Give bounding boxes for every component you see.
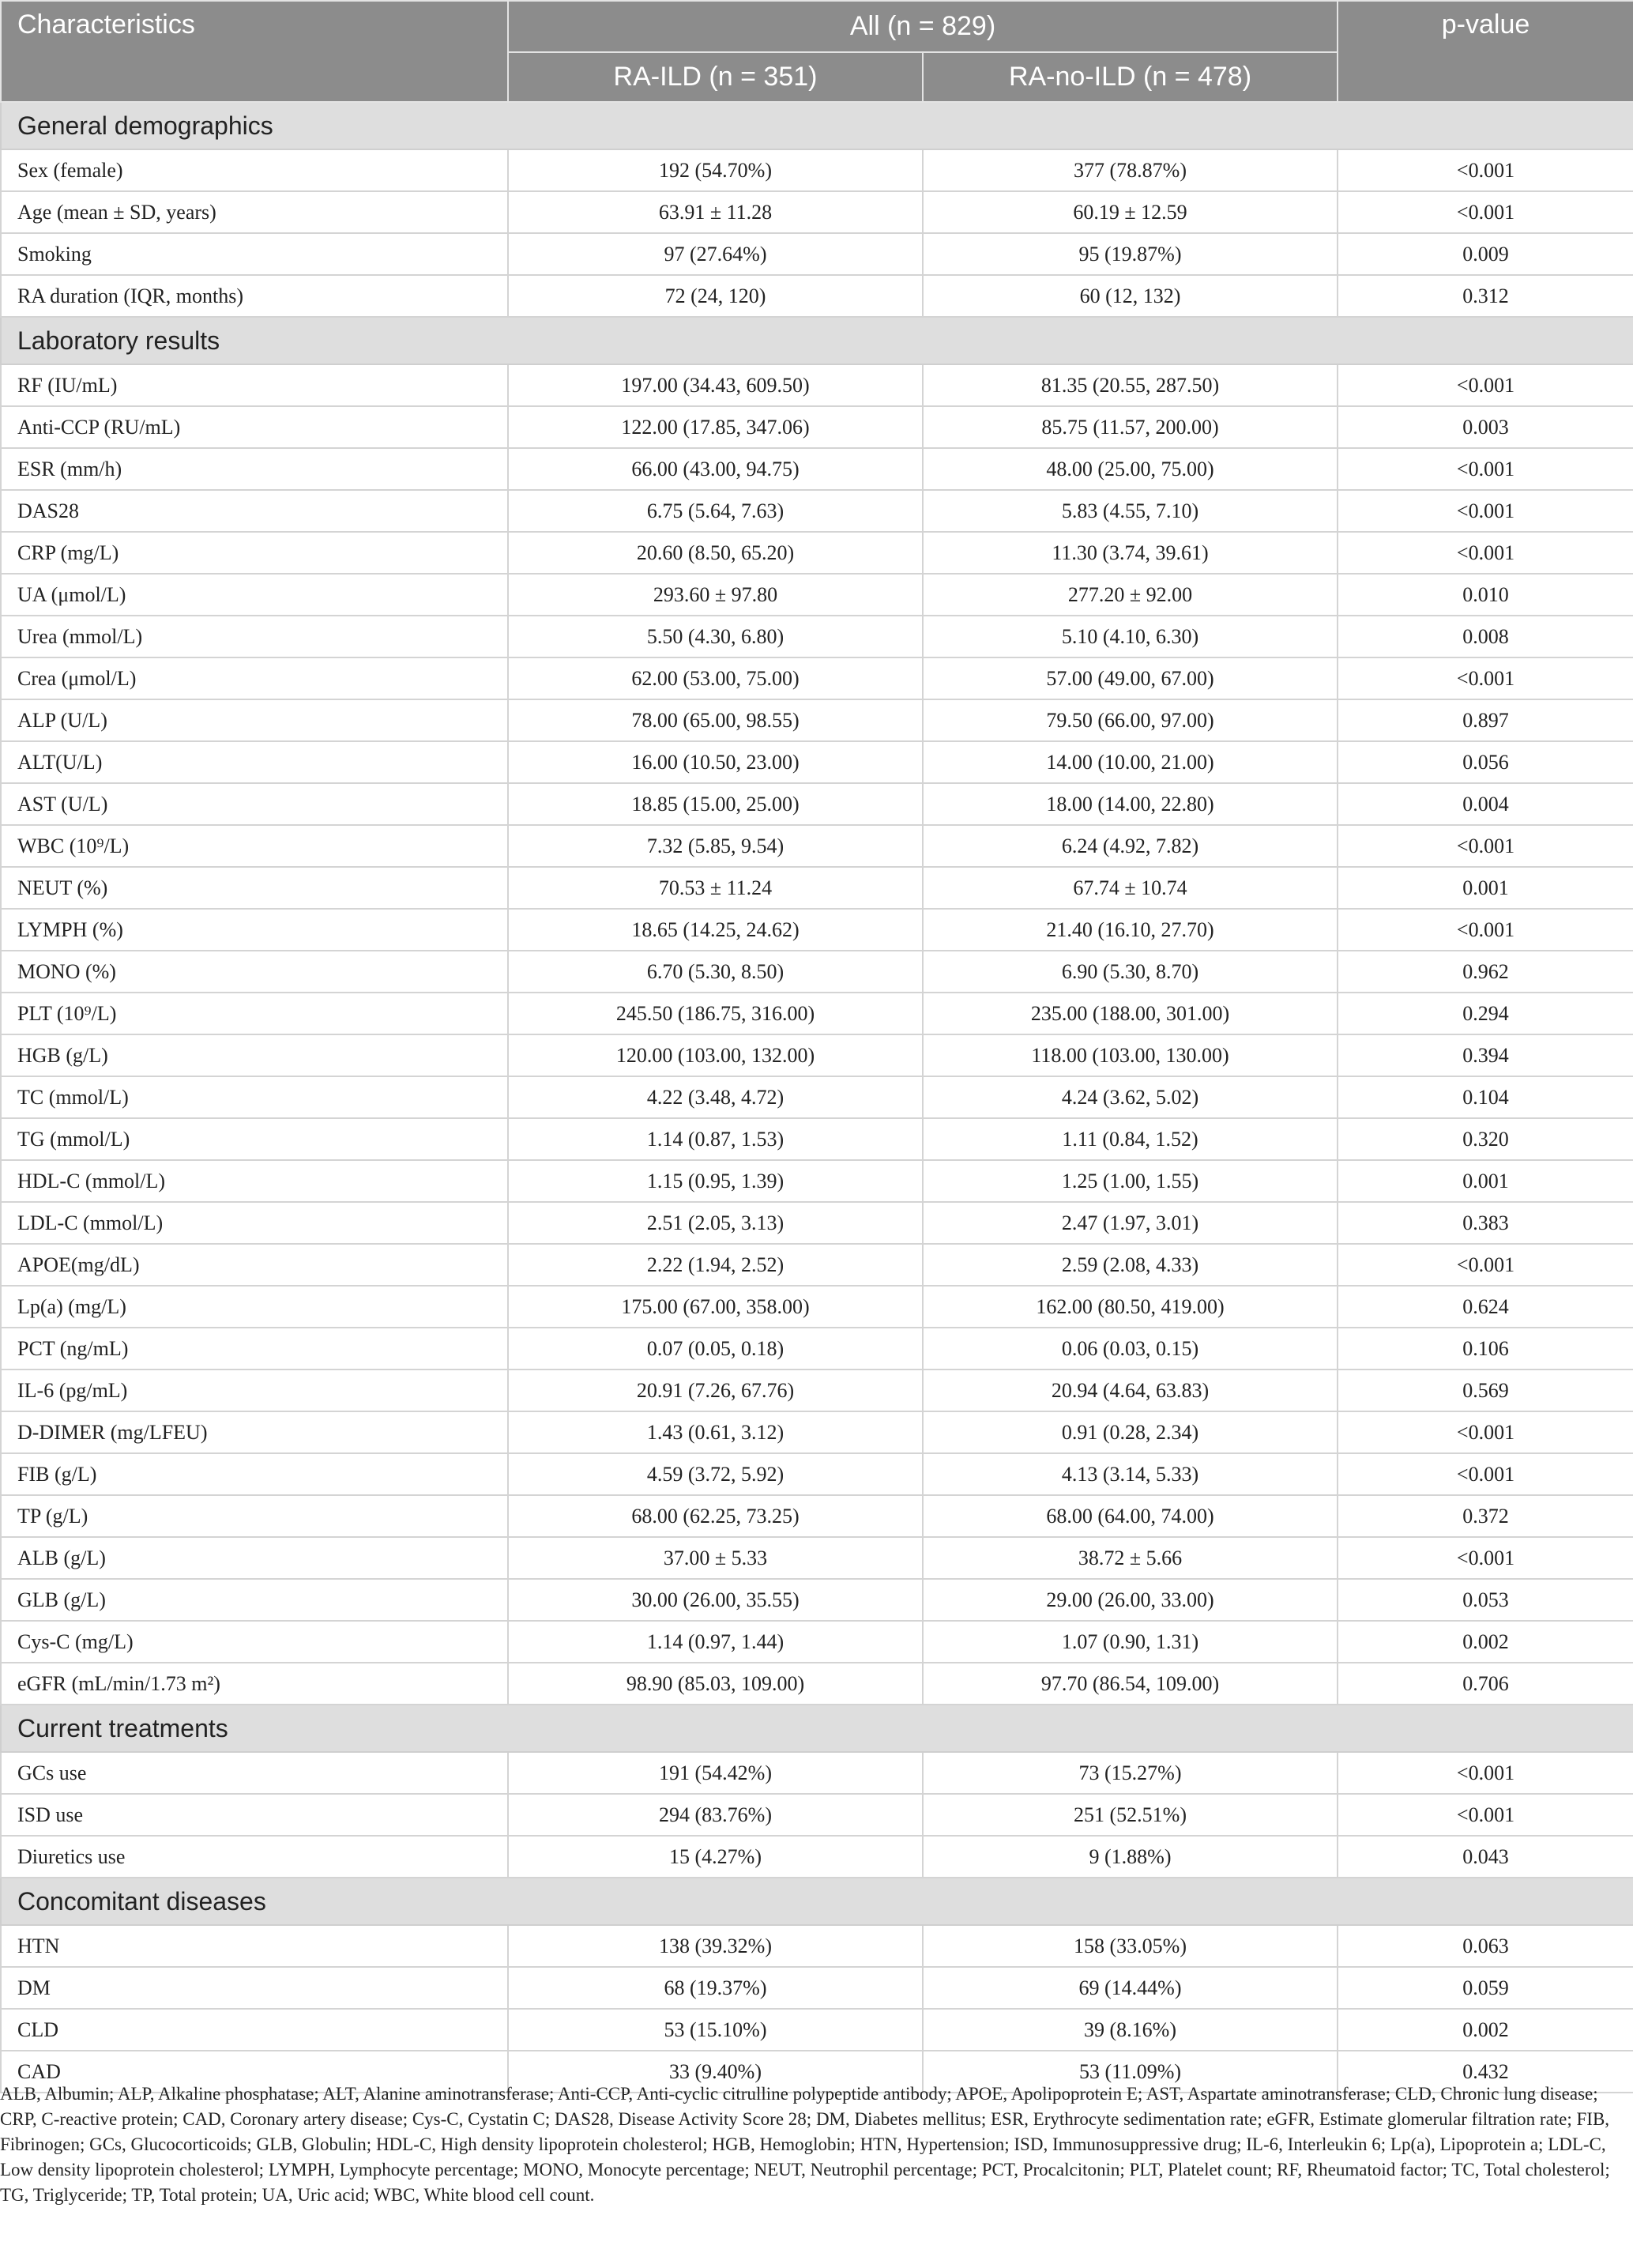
ra-ild-value: 294 (83.76%) — [508, 1794, 923, 1836]
table-row — [1, 406, 1633, 448]
section-header-row — [1, 1705, 1633, 1752]
table-row — [1, 1752, 1633, 1794]
ra-ild-value: 138 (39.32%) — [508, 1925, 923, 1967]
ra-ild-value: 15 (4.27%) — [508, 1836, 923, 1878]
ra-no-ild-value: 1.07 (0.90, 1.31) — [923, 1621, 1338, 1663]
row-label: FIB (g/L) — [1, 1453, 508, 1495]
table-row — [1, 1453, 1633, 1495]
ra-no-ild-value: 5.10 (4.10, 6.30) — [923, 616, 1338, 657]
ra-no-ild-value: 20.94 (4.64, 63.83) — [923, 1369, 1338, 1411]
table-row — [1, 993, 1633, 1034]
ra-ild-value: 192 (54.70%) — [508, 149, 923, 191]
ra-no-ild-value: 97.70 (86.54, 109.00) — [923, 1663, 1338, 1705]
table-row — [1, 490, 1633, 532]
table-row — [1, 2009, 1633, 2051]
ra-ild-value: 120.00 (103.00, 132.00) — [508, 1034, 923, 1076]
ra-no-ild-value: 5.83 (4.55, 7.10) — [923, 490, 1338, 532]
table-row — [1, 1034, 1633, 1076]
ra-no-ild-value: 60 (12, 132) — [923, 275, 1338, 317]
ra-no-ild-value: 14.00 (10.00, 21.00) — [923, 741, 1338, 783]
row-label: HTN — [1, 1925, 508, 1967]
ra-no-ild-value: 29.00 (26.00, 33.00) — [923, 1579, 1338, 1621]
p-value: <0.001 — [1338, 149, 1633, 191]
p-value: 0.002 — [1338, 1621, 1633, 1663]
ra-ild-value: 18.85 (15.00, 25.00) — [508, 783, 923, 825]
ra-no-ild-value: 277.20 ± 92.00 — [923, 574, 1338, 616]
p-value: 0.706 — [1338, 1663, 1633, 1705]
row-label: NEUT (%) — [1, 867, 508, 909]
ra-no-ild-value: 95 (19.87%) — [923, 233, 1338, 275]
p-value: 0.569 — [1338, 1369, 1633, 1411]
table-row — [1, 364, 1633, 406]
ra-ild-value: 293.60 ± 97.80 — [508, 574, 923, 616]
row-label: PCT (ng/mL) — [1, 1328, 508, 1369]
p-value: 0.004 — [1338, 783, 1633, 825]
p-value: <0.001 — [1338, 364, 1633, 406]
row-label: RA duration (IQR, months) — [1, 275, 508, 317]
row-label: ALT(U/L) — [1, 741, 508, 783]
ra-ild-value: 7.32 (5.85, 9.54) — [508, 825, 923, 867]
table-header — [1, 1, 1633, 102]
p-value: <0.001 — [1338, 909, 1633, 951]
table-row — [1, 1794, 1633, 1836]
table-row — [1, 1160, 1633, 1202]
ra-ild-value: 18.65 (14.25, 24.62) — [508, 909, 923, 951]
ra-ild-value: 2.51 (2.05, 3.13) — [508, 1202, 923, 1244]
table-row — [1, 1118, 1633, 1160]
ra-no-ild-value: 235.00 (188.00, 301.00) — [923, 993, 1338, 1034]
p-value: 0.043 — [1338, 1836, 1633, 1878]
row-label: UA (μmol/L) — [1, 574, 508, 616]
table-row — [1, 1836, 1633, 1878]
table-body — [1, 102, 1633, 2093]
row-label: Lp(a) (mg/L) — [1, 1286, 508, 1328]
ra-no-ild-value: 18.00 (14.00, 22.80) — [923, 783, 1338, 825]
table-row — [1, 1286, 1633, 1328]
row-label: MONO (%) — [1, 951, 508, 993]
row-label: IL-6 (pg/mL) — [1, 1369, 508, 1411]
ra-no-ild-value: 68.00 (64.00, 74.00) — [923, 1495, 1338, 1537]
row-label: Smoking — [1, 233, 508, 275]
row-label: LDL-C (mmol/L) — [1, 1202, 508, 1244]
ra-no-ild-value: 69 (14.44%) — [923, 1967, 1338, 2009]
p-value: <0.001 — [1338, 825, 1633, 867]
ra-no-ild-value: 67.74 ± 10.74 — [923, 867, 1338, 909]
table-row — [1, 233, 1633, 275]
ra-ild-value: 20.60 (8.50, 65.20) — [508, 532, 923, 574]
p-value: <0.001 — [1338, 532, 1633, 574]
ra-ild-value: 20.91 (7.26, 67.76) — [508, 1369, 923, 1411]
ra-no-ild-value: 11.30 (3.74, 39.61) — [923, 532, 1338, 574]
ra-ild-value: 53 (15.10%) — [508, 2009, 923, 2051]
table-row — [1, 1967, 1633, 2009]
row-label: GCs use — [1, 1752, 508, 1794]
row-label: TC (mmol/L) — [1, 1076, 508, 1118]
ra-ild-value: 245.50 (186.75, 316.00) — [508, 993, 923, 1034]
ra-no-ild-value: 38.72 ± 5.66 — [923, 1537, 1338, 1579]
ra-ild-value: 4.59 (3.72, 5.92) — [508, 1453, 923, 1495]
ra-ild-value: 175.00 (67.00, 358.00) — [508, 1286, 923, 1328]
p-value: 0.962 — [1338, 951, 1633, 993]
table-row — [1, 1244, 1633, 1286]
table-row — [1, 532, 1633, 574]
ra-no-ild-value: 60.19 ± 12.59 — [923, 191, 1338, 233]
p-value: <0.001 — [1338, 191, 1633, 233]
table-row — [1, 867, 1633, 909]
row-label: ESR (mm/h) — [1, 448, 508, 490]
header-characteristics: Characteristics — [1, 1, 508, 102]
row-label: CLD — [1, 2009, 508, 2051]
table-row — [1, 574, 1633, 616]
section-title: Concomitant diseases — [1, 1878, 1633, 1925]
ra-no-ild-value: 57.00 (49.00, 67.00) — [923, 657, 1338, 699]
p-value: 0.009 — [1338, 233, 1633, 275]
p-value: <0.001 — [1338, 1537, 1633, 1579]
row-label: Anti-CCP (RU/mL) — [1, 406, 508, 448]
ra-no-ild-value: 251 (52.51%) — [923, 1794, 1338, 1836]
p-value: <0.001 — [1338, 1411, 1633, 1453]
ra-no-ild-value: 2.59 (2.08, 4.33) — [923, 1244, 1338, 1286]
row-label: ALB (g/L) — [1, 1537, 508, 1579]
row-label: CRP (mg/L) — [1, 532, 508, 574]
table-row — [1, 909, 1633, 951]
ra-ild-value: 68 (19.37%) — [508, 1967, 923, 2009]
ra-no-ild-value: 6.90 (5.30, 8.70) — [923, 951, 1338, 993]
ra-no-ild-value: 4.24 (3.62, 5.02) — [923, 1076, 1338, 1118]
table-row — [1, 657, 1633, 699]
p-value: 0.056 — [1338, 741, 1633, 783]
ra-no-ild-value: 0.06 (0.03, 0.15) — [923, 1328, 1338, 1369]
row-label: APOE(mg/dL) — [1, 1244, 508, 1286]
table-row — [1, 741, 1633, 783]
ra-no-ild-value: 158 (33.05%) — [923, 1925, 1338, 1967]
ra-no-ild-value: 377 (78.87%) — [923, 149, 1338, 191]
section-header-row — [1, 317, 1633, 364]
table-row — [1, 1369, 1633, 1411]
p-value: <0.001 — [1338, 1453, 1633, 1495]
ra-ild-value: 33 (9.40%) — [508, 2051, 923, 2093]
ra-ild-value: 122.00 (17.85, 347.06) — [508, 406, 923, 448]
ra-no-ild-value: 0.91 (0.28, 2.34) — [923, 1411, 1338, 1453]
ra-no-ild-value: 2.47 (1.97, 3.01) — [923, 1202, 1338, 1244]
row-label: TG (mmol/L) — [1, 1118, 508, 1160]
p-value: <0.001 — [1338, 1752, 1633, 1794]
table-row — [1, 1076, 1633, 1118]
ra-no-ild-value: 48.00 (25.00, 75.00) — [923, 448, 1338, 490]
p-value: <0.001 — [1338, 1794, 1633, 1836]
table-footnote: ALB, Albumin; ALP, Alkaline phosphatase; ALT, Alanine aminotransferase; Anti-CCP, Anti-cyclic citrulline polypeptide antibody; APOE, Apolipoprotein E; AST, Aspartate aminotransferase; CLD, Chronic lung disease; CRP, C-reactive protein; CAD, Coronary artery disease; Cys-C, Cystatin C; DAS28, Disease Activity Score 28; DM, Diabetes mellitus; ESR, Erythrocyte sedimentation rate; eGFR, Estimate glomerular filtration rate; FIB, Fibrinogen; GCs, Glucocorticoids; GLB, Globulin; HDL-C, High density lipoprotein cholesterol; HGB, Hemoglobin; HTN, Hypertension; ISD, Immunosuppressive drug; IL-6, Interleukin 6; Lp(a), Lipoprotein a; LDL-C, Low density lipoprotein cholesterol; LYMPH, Lymphocyte percentage; MONO, Monocyte percentage; NEUT, Neutrophil percentage; PCT, Procalcitonin; PLT, Platelet count; RF, Rheumatoid factor; TC, Total cholesterol; TG, Triglyceride; TP, Total protein; UA, Uric acid; WBC, White blood cell count. — [0, 2084, 1610, 2205]
p-value: 0.312 — [1338, 275, 1633, 317]
table-row — [1, 783, 1633, 825]
ra-no-ild-value: 79.50 (66.00, 97.00) — [923, 699, 1338, 741]
section-header-row — [1, 1878, 1633, 1925]
table-row — [1, 825, 1633, 867]
row-label: eGFR (mL/min/1.73 m²) — [1, 1663, 508, 1705]
row-label: GLB (g/L) — [1, 1579, 508, 1621]
ra-ild-value: 72 (24, 120) — [508, 275, 923, 317]
row-label: AST (U/L) — [1, 783, 508, 825]
ra-ild-value: 1.14 (0.97, 1.44) — [508, 1621, 923, 1663]
p-value: 0.383 — [1338, 1202, 1633, 1244]
row-label: RF (IU/mL) — [1, 364, 508, 406]
row-label: Crea (μmol/L) — [1, 657, 508, 699]
table-row — [1, 1495, 1633, 1537]
p-value: 0.063 — [1338, 1925, 1633, 1967]
table-row — [1, 1621, 1633, 1663]
ra-ild-value: 97 (27.64%) — [508, 233, 923, 275]
p-value: 0.294 — [1338, 993, 1633, 1034]
p-value: 0.897 — [1338, 699, 1633, 741]
ra-no-ild-value: 9 (1.88%) — [923, 1836, 1338, 1878]
p-value: <0.001 — [1338, 1244, 1633, 1286]
p-value: 0.624 — [1338, 1286, 1633, 1328]
table-row — [1, 1579, 1633, 1621]
ra-ild-value: 0.07 (0.05, 0.18) — [508, 1328, 923, 1369]
ra-ild-value: 16.00 (10.50, 23.00) — [508, 741, 923, 783]
ra-ild-value: 5.50 (4.30, 6.80) — [508, 616, 923, 657]
p-value: 0.003 — [1338, 406, 1633, 448]
ra-no-ild-value: 21.40 (16.10, 27.70) — [923, 909, 1338, 951]
section-title: General demographics — [1, 102, 1633, 149]
row-label: HGB (g/L) — [1, 1034, 508, 1076]
p-value: 0.394 — [1338, 1034, 1633, 1076]
row-label: DAS28 — [1, 490, 508, 532]
ra-ild-value: 1.14 (0.87, 1.53) — [508, 1118, 923, 1160]
ra-no-ild-value: 85.75 (11.57, 200.00) — [923, 406, 1338, 448]
p-value: 0.008 — [1338, 616, 1633, 657]
header-p-value: p-value — [1338, 1, 1633, 102]
p-value: 0.053 — [1338, 1579, 1633, 1621]
row-label: WBC (10⁹/L) — [1, 825, 508, 867]
row-label: Age (mean ± SD, years) — [1, 191, 508, 233]
ra-no-ild-value: 81.35 (20.55, 287.50) — [923, 364, 1338, 406]
section-title: Laboratory results — [1, 317, 1633, 364]
ra-ild-value: 70.53 ± 11.24 — [508, 867, 923, 909]
row-label: ISD use — [1, 1794, 508, 1836]
ra-ild-value: 6.75 (5.64, 7.63) — [508, 490, 923, 532]
p-value: <0.001 — [1338, 490, 1633, 532]
ra-ild-value: 1.43 (0.61, 3.12) — [508, 1411, 923, 1453]
p-value: 0.106 — [1338, 1328, 1633, 1369]
ra-no-ild-value: 1.25 (1.00, 1.55) — [923, 1160, 1338, 1202]
table-row — [1, 699, 1633, 741]
section-title: Current treatments — [1, 1705, 1633, 1752]
ra-ild-value: 37.00 ± 5.33 — [508, 1537, 923, 1579]
p-value: 0.104 — [1338, 1076, 1633, 1118]
ra-ild-value: 98.90 (85.03, 109.00) — [508, 1663, 923, 1705]
ra-no-ild-value: 39 (8.16%) — [923, 2009, 1338, 2051]
header-ra-ild: RA-ILD (n = 351) — [508, 52, 923, 102]
ra-ild-value: 191 (54.42%) — [508, 1752, 923, 1794]
p-value: 0.001 — [1338, 1160, 1633, 1202]
row-label: CAD — [1, 2051, 508, 2093]
ra-ild-value: 30.00 (26.00, 35.55) — [508, 1579, 923, 1621]
ra-ild-value: 197.00 (34.43, 609.50) — [508, 364, 923, 406]
ra-ild-value: 78.00 (65.00, 98.55) — [508, 699, 923, 741]
p-value: 0.010 — [1338, 574, 1633, 616]
table-row — [1, 1202, 1633, 1244]
table-row — [1, 1328, 1633, 1369]
header-ra-no-ild: RA-no-ILD (n = 478) — [923, 52, 1338, 102]
row-label: DM — [1, 1967, 508, 2009]
ra-ild-value: 2.22 (1.94, 2.52) — [508, 1244, 923, 1286]
ra-ild-value: 68.00 (62.25, 73.25) — [508, 1495, 923, 1537]
p-value: 0.372 — [1338, 1495, 1633, 1537]
ra-ild-value: 66.00 (43.00, 94.75) — [508, 448, 923, 490]
ra-ild-value: 4.22 (3.48, 4.72) — [508, 1076, 923, 1118]
p-value: <0.001 — [1338, 448, 1633, 490]
row-label: D-DIMER (mg/LFEU) — [1, 1411, 508, 1453]
ra-no-ild-value: 162.00 (80.50, 419.00) — [923, 1286, 1338, 1328]
ra-no-ild-value: 4.13 (3.14, 5.33) — [923, 1453, 1338, 1495]
p-value: 0.059 — [1338, 1967, 1633, 2009]
table-row — [1, 149, 1633, 191]
ra-no-ild-value: 1.11 (0.84, 1.52) — [923, 1118, 1338, 1160]
ra-no-ild-value: 73 (15.27%) — [923, 1752, 1338, 1794]
table-row — [1, 1411, 1633, 1453]
row-label: ALP (U/L) — [1, 699, 508, 741]
table-row — [1, 616, 1633, 657]
row-label: Diuretics use — [1, 1836, 508, 1878]
ra-ild-value: 6.70 (5.30, 8.50) — [508, 951, 923, 993]
row-label: PLT (10⁹/L) — [1, 993, 508, 1034]
table-row — [1, 1925, 1633, 1967]
table-row — [1, 191, 1633, 233]
header-all: All (n = 829) — [508, 1, 1338, 52]
row-label: Sex (female) — [1, 149, 508, 191]
row-label: LYMPH (%) — [1, 909, 508, 951]
section-header-row — [1, 102, 1633, 149]
ra-ild-value: 63.91 ± 11.28 — [508, 191, 923, 233]
table-row — [1, 275, 1633, 317]
table-row — [1, 1537, 1633, 1579]
row-label: TP (g/L) — [1, 1495, 508, 1537]
p-value: 0.320 — [1338, 1118, 1633, 1160]
p-value: 0.001 — [1338, 867, 1633, 909]
table-row — [1, 1663, 1633, 1705]
ra-no-ild-value: 53 (11.09%) — [923, 2051, 1338, 2093]
table-row — [1, 951, 1633, 993]
table-row — [1, 448, 1633, 490]
ra-no-ild-value: 6.24 (4.92, 7.82) — [923, 825, 1338, 867]
row-label: Urea (mmol/L) — [1, 616, 508, 657]
p-value: <0.001 — [1338, 657, 1633, 699]
ra-ild-value: 1.15 (0.95, 1.39) — [508, 1160, 923, 1202]
row-label: HDL-C (mmol/L) — [1, 1160, 508, 1202]
ra-ild-value: 62.00 (53.00, 75.00) — [508, 657, 923, 699]
row-label: Cys-C (mg/L) — [1, 1621, 508, 1663]
ra-no-ild-value: 118.00 (103.00, 130.00) — [923, 1034, 1338, 1076]
p-value: 0.002 — [1338, 2009, 1633, 2051]
p-value: 0.432 — [1338, 2051, 1633, 2093]
